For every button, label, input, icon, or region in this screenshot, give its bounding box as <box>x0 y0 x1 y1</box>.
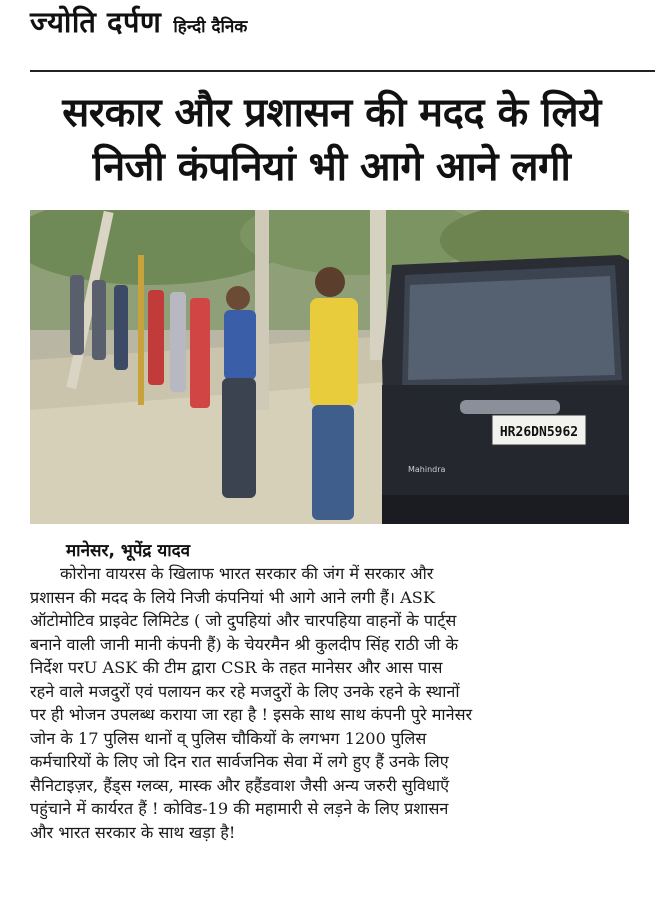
vehicle-badge: Mahindra <box>408 465 446 474</box>
license-plate: HR26DN5962 <box>499 425 579 440</box>
headline-line-1: सरकार और प्रशासन की मदद के लिये <box>62 90 601 136</box>
article-line: सैनिटाइज़र, हैंड्स ग्लव्स, मास्क और हहैंडवाश जैसी अन्य जरुरी सुविधाएँ <box>30 775 450 795</box>
article-line: जोन के 17 पुलिस थानों व् पुलिस चौकियों के लगभग 1200 पुलिस <box>30 728 427 748</box>
news-photo <box>30 210 629 524</box>
article-line: पहुंचाने में कार्यरत हैं ! कोविड-19 की महामारी से लड़ने के लिए प्रशासन <box>30 799 449 818</box>
article-line: कर्मचारियों के लिए जो दिन रात सार्वजनिक सेवा में लगे हुए हैं उनके लिए <box>30 752 449 771</box>
article-line: ऑटोमोटिव प्राइवेट लिमिटेड ( जो दुपहियां और चारपहिया वाहनों के पार्ट्स <box>30 611 457 630</box>
newspaper-tagline: हिन्दी दैनिक <box>173 17 248 37</box>
article-dateline: मानेसर, भूपेंद्र यादव <box>66 541 191 561</box>
headline-line-2: निजी कंपनियां भी आगे आने लगी <box>92 144 571 190</box>
article-line: निर्देश परU ASK की टीम द्वारा CSR के तहत मानेसर और आस पास <box>30 658 443 677</box>
masthead <box>30 2 247 44</box>
header-rule <box>30 70 655 72</box>
article-line: और भारत सरकार के साथ खड़ा है! <box>30 822 236 842</box>
article-line: रहने वाले मजदुरों एवं पलायन कर रहे मजदुरों के लिए उनके रहने के स्थानों <box>30 681 460 701</box>
article-line: बनाने वाली जानी मानी कंपनी हैं) के चेयरमैन श्री कुलदीप सिंह राठी जी के <box>30 634 459 654</box>
headline <box>18 86 645 194</box>
article-line: कोरोना वायरस के खिलाफ भारत सरकार की जंग में सरकार और <box>60 564 434 583</box>
article <box>30 540 638 844</box>
newspaper-name: ज्योति दर्पण <box>30 5 162 39</box>
article-line: प्रशासन की मदद के लिये निजी कंपनियां भी आगे आने लगी हैं। ASK <box>30 587 435 607</box>
article-line: पर ही भोजन उपलब्ध कराया जा रहा है ! इसके साथ साथ कंपनी पुरे मानेसर <box>30 705 473 724</box>
article-body <box>30 562 638 844</box>
